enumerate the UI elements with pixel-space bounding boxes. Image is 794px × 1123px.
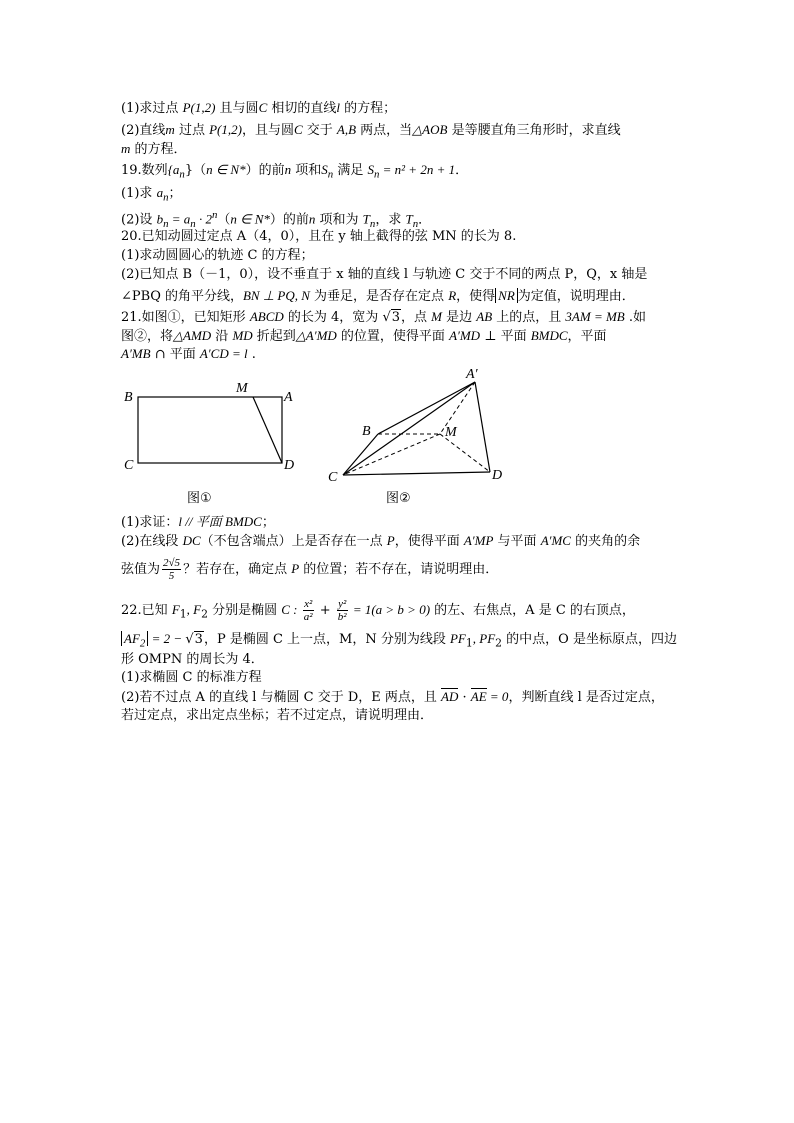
q19-stem: 19.数列$\{a_n\}(n$ ∈ N*）的前n 项和$S_n$ 满足 $S_n = n^2 + 2n + 1$． — [121, 162, 469, 181]
q22-part1: (1)求椭圆 C 的标准方程 — [121, 670, 262, 685]
q20-part2-cont: ∠PBQ 的角平分线，BN ⊥ PQ, N 为垂足，是否存在定点 R，使得 NR 为定值，说明理由． — [121, 288, 635, 304]
edge-c-d — [343, 472, 490, 475]
edge-a-b — [378, 382, 475, 434]
figure-2-caption: 图② — [386, 491, 411, 506]
q20-part2: (2)已知点 B（－1，0），设不垂直于 x 轴的直线 l 与轨迹 C 交于不同的两点 P，Q，x 轴是 — [121, 267, 648, 282]
q21-stem-line1: 21.如图①，已知矩形 ABCD 的长为 4，宽为 √3，点 M 是边 AB 上的点，且 3AM = MB .如 — [121, 309, 646, 325]
q21-part2: (2)在线段 DC（不包含端点）上是否存在一点 P，使得平面 A′MP 与平面 A′MC 的夹角的余 — [121, 533, 641, 549]
q21-part1: (1)求证：l // 平面 BMDC； — [121, 514, 275, 530]
q21-stem-line2: 图②，将△AMD 沿 MD 折起到△A′MD 的位置，使得平面 A′MD ⊥ 平面 BMDC，平面 — [121, 328, 607, 344]
fraction-x: $\frac{\text{x²}}{\text{a²}}$ — [303, 598, 313, 623]
label-a: A — [284, 390, 293, 405]
label-b: B — [124, 390, 133, 405]
label-c: C — [124, 458, 134, 473]
label-m: M — [236, 381, 248, 396]
q22-part2-cont: 若过定点，求出定点坐标；若不过定点，请说明理由． — [121, 708, 434, 723]
label-b: B — [362, 424, 371, 439]
q20-stem: 20.已知动圆过定点 A（4，0），且在 y 轴上截得的弦 MN 的长为 8. — [121, 229, 517, 244]
q21-stem-line3: A′MB ∩ 平面 A′CD = l . — [121, 346, 256, 362]
q18-part2-cont: m 的方程． — [121, 141, 187, 157]
rectangle-abcd — [138, 397, 282, 463]
q20-part1: (1)求动圆圆心的轨迹 C 的方程； — [121, 248, 314, 263]
q22-part2: (2)若不过点 A 的直线 l 与椭圆 C 交于 D，E 两点，且 AD · AE = 0，判断直线 l 是否过定点， — [121, 689, 664, 705]
label-d: D — [284, 458, 295, 473]
figure-2-solid — [320, 362, 520, 487]
label-a-prime: A′ — [466, 367, 478, 382]
q22-stem-line2: $AF_2 = 2 - √3$，P 是椭圆 C 上一点，M，N 分别为线段 $PF_1$, $PF_2$ 的中点，O 是坐标原点，四边 — [121, 631, 677, 652]
q22-stem-line1: 22.已知 $F_1$, $F_2$ 分别是椭圆 C : $\frac{\text{x²}}{\text{a²}}$ + $\frac{\text{y²}}{\text{b²}}$ = 1(a > b > 0) 的左、右焦点，A 是 C 的右顶点， — [121, 598, 635, 623]
fraction: $\frac{2√5}{5}$ — [163, 557, 181, 582]
q22-stem-line3: 形 OMPN 的周长为 4． — [121, 652, 264, 667]
edge-a-d — [475, 382, 490, 472]
q21-part2-cont: 弦值为 $\frac{2√5}{5}$ ？若存在，确定点 P 的位置；若不存在，请说明理由． — [121, 557, 499, 582]
label-m: M — [445, 425, 457, 440]
figure-1-rectangle — [118, 375, 308, 480]
fraction-y: $\frac{\text{y²}}{\text{b²}}$ — [337, 598, 347, 623]
segment-md — [253, 397, 282, 463]
q19-part2: (2)设 $b_n = a_n \cdot 2^n(n$ ∈ N*）的前n 项和为 $T_n$，求 $T_n$． — [121, 209, 432, 230]
figure-1-caption: 图① — [187, 491, 212, 506]
label-c: C — [328, 470, 338, 485]
label-d: D — [492, 468, 503, 483]
q19-part1: (1)求 $a_n$； — [121, 185, 182, 204]
q18-part1: (1)求过点 P(1,2) 且与圆C 相切的直线l 的方程； — [121, 100, 397, 116]
q18-part2: (2)直线m 过点 P(1,2)，且与圆C 交于 A,B 两点，当△AOB 是等腰直角三角形时，求直线 — [121, 122, 621, 138]
